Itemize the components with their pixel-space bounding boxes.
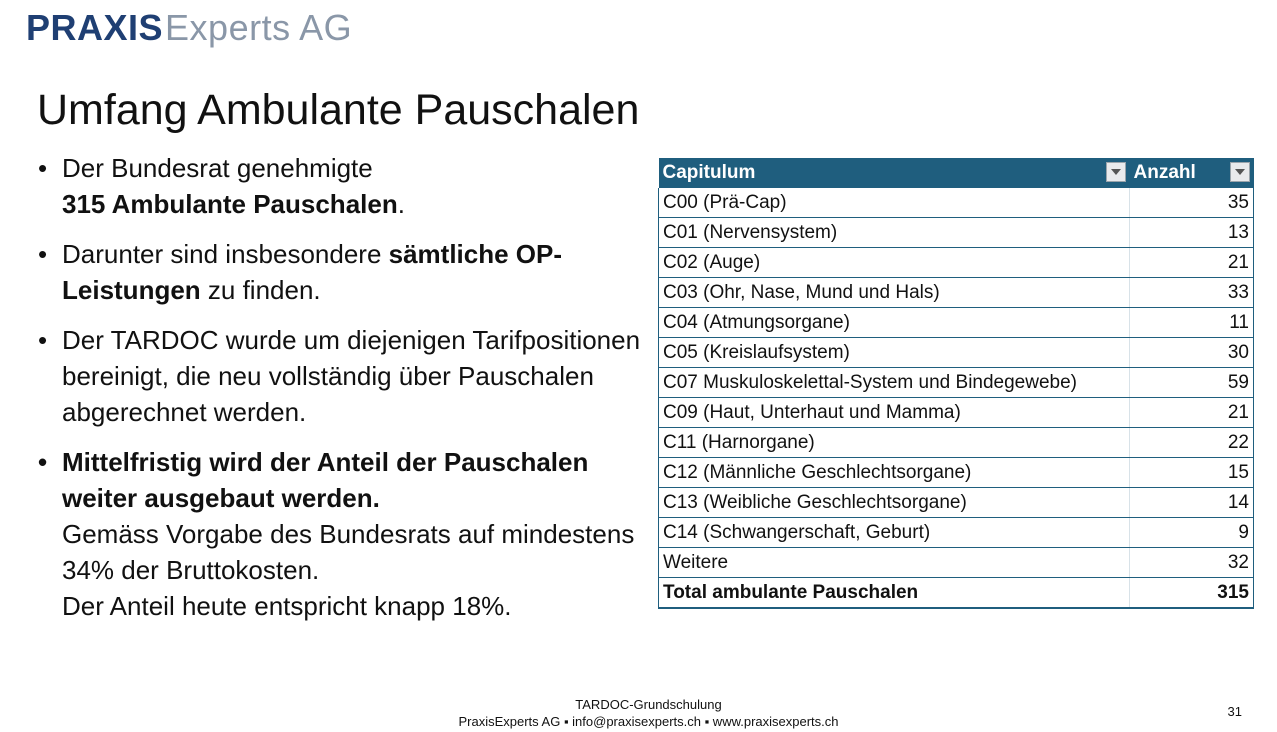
- filter-dropdown-icon[interactable]: [1106, 162, 1126, 182]
- bullet-item: [38, 444, 648, 624]
- table-row: [659, 398, 1254, 428]
- table-header-row: [659, 158, 1254, 188]
- table-total-row: [659, 578, 1254, 609]
- cell-capitulum: C09 (Haut, Unterhaut und Mamma): [659, 398, 1130, 428]
- cell-anzahl: 33: [1130, 278, 1254, 308]
- company-logo: [26, 8, 352, 48]
- cell-anzahl: 14: [1130, 488, 1254, 518]
- bullet-text: Darunter sind insbesondere sämtliche OP-Leistungen zu finden.: [62, 239, 563, 305]
- filter-dropdown-icon[interactable]: [1230, 162, 1250, 182]
- table-row: [659, 428, 1254, 458]
- cell-capitulum: C02 (Auge): [659, 248, 1130, 278]
- pauschalen-table: [658, 158, 1254, 609]
- header-anzahl[interactable]: Anzahl: [1130, 158, 1254, 188]
- cell-anzahl: 35: [1130, 188, 1254, 218]
- table-row: [659, 458, 1254, 488]
- bullet-list: [38, 150, 648, 638]
- logo-experts: Experts AG: [165, 7, 353, 48]
- table-row: [659, 278, 1254, 308]
- cell-capitulum: C14 (Schwangerschaft, Geburt): [659, 518, 1130, 548]
- cell-anzahl: 15: [1130, 458, 1254, 488]
- table-row: [659, 218, 1254, 248]
- cell-capitulum: C11 (Harnorgane): [659, 428, 1130, 458]
- table-row: [659, 308, 1254, 338]
- cell-anzahl: 11: [1130, 308, 1254, 338]
- cell-anzahl: 21: [1130, 248, 1254, 278]
- cell-capitulum: C07 Muskuloskelettal-System und Bindegewebe): [659, 368, 1130, 398]
- cell-capitulum: Weitere: [659, 548, 1130, 578]
- table-row: [659, 188, 1254, 218]
- cell-capitulum: C00 (Prä-Cap): [659, 188, 1130, 218]
- cell-capitulum: C12 (Männliche Geschlechtsorgane): [659, 458, 1130, 488]
- footer-course: TARDOC-Grundschulung: [575, 697, 722, 712]
- cell-capitulum: C05 (Kreislaufsystem): [659, 338, 1130, 368]
- table-row: [659, 248, 1254, 278]
- bullet-dot-icon: •: [38, 325, 48, 355]
- bullet-text: Der Bundesrat genehmigte 315 Ambulante Pauschalen.: [62, 153, 405, 219]
- table-row: [659, 518, 1254, 548]
- logo-praxis: PRAXIS: [26, 7, 164, 48]
- bullet-item: [38, 150, 648, 222]
- bullet-item: [38, 322, 648, 430]
- cell-anzahl: 13: [1130, 218, 1254, 248]
- cell-capitulum: C13 (Weibliche Geschlechtsorgane): [659, 488, 1130, 518]
- bullet-dot-icon: •: [38, 239, 48, 269]
- cell-capitulum: C01 (Nervensystem): [659, 218, 1130, 248]
- footer-contact: PraxisExperts AG ▪ info@praxisexperts.ch ▪ www.praxisexperts.ch: [458, 714, 839, 729]
- table-row: [659, 548, 1254, 578]
- bullet-dot-icon: •: [38, 153, 48, 183]
- cell-anzahl: 21: [1130, 398, 1254, 428]
- table-row: [659, 338, 1254, 368]
- cell-anzahl: 22: [1130, 428, 1254, 458]
- cell-anzahl: 32: [1130, 548, 1254, 578]
- cell-capitulum: C03 (Ohr, Nase, Mund und Hals): [659, 278, 1130, 308]
- cell-anzahl: 9: [1130, 518, 1254, 548]
- bullet-text: Der TARDOC wurde um diejenigen Tarifpositionen bereinigt, die neu vollständig über Pauschalen abgerechnet werden.: [62, 325, 641, 427]
- bullet-dot-icon: •: [38, 447, 48, 477]
- total-label: Total ambulante Pauschalen: [659, 578, 1130, 609]
- header-capitulum[interactable]: Capitulum: [659, 158, 1130, 188]
- table-row: [659, 368, 1254, 398]
- table-row: [659, 488, 1254, 518]
- slide-title: Umfang Ambulante Pauschalen: [37, 86, 640, 134]
- cell-anzahl: 59: [1130, 368, 1254, 398]
- bullet-text: Mittelfristig wird der Anteil der Pauschalen weiter ausgebaut werden. Gemäss Vorgabe des Bundesrats auf mindestens 34% der Bruttokosten. Der Anteil heute entspricht knapp 18%.: [62, 447, 635, 621]
- slide-footer: [0, 696, 1277, 730]
- cell-anzahl: 30: [1130, 338, 1254, 368]
- total-value: 315: [1130, 578, 1254, 609]
- bullet-item: [38, 236, 648, 308]
- page-number: 31: [1227, 704, 1242, 719]
- cell-capitulum: C04 (Atmungsorgane): [659, 308, 1130, 338]
